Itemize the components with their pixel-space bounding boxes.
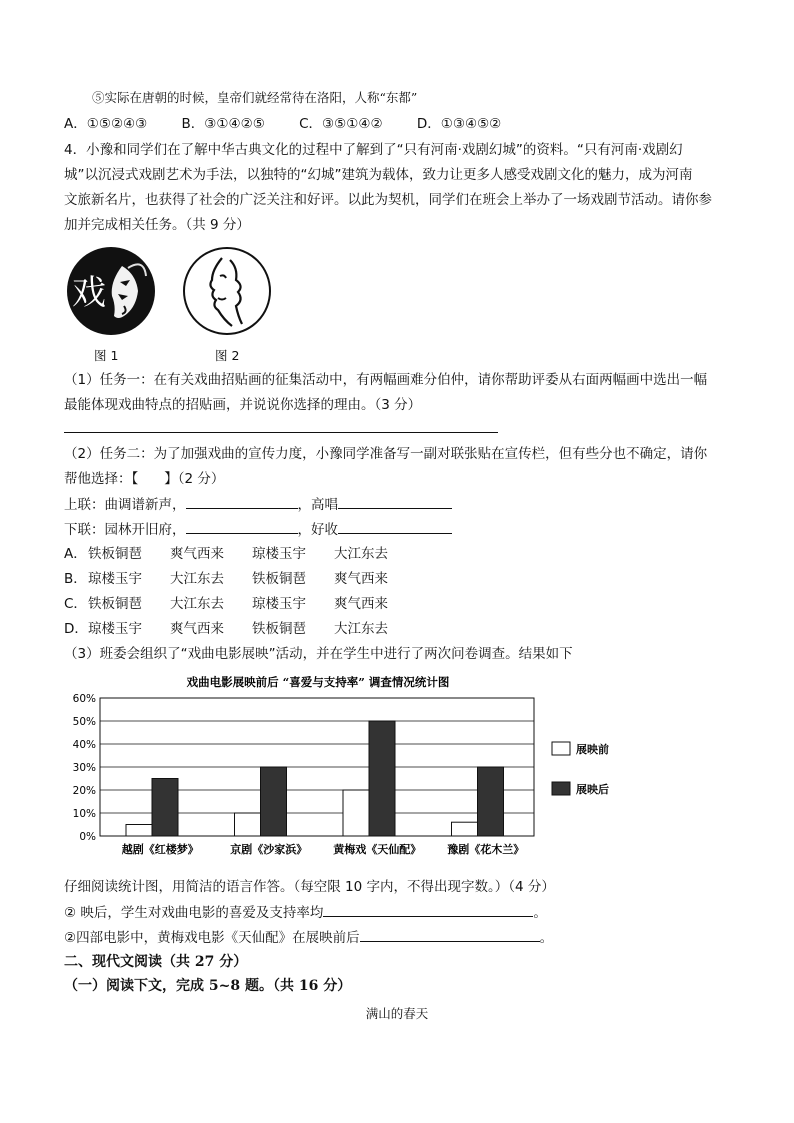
- task2-line-1: （2）任务二：为了加强戏曲的宣传力度，小豫同学准备写一副对联张贴在宣传栏，但有些分也不确定，请你: [64, 446, 708, 462]
- bar-before: [452, 822, 478, 836]
- task3-q1-period: 。: [533, 905, 547, 921]
- option-item: 琼楼玉宇: [88, 621, 142, 637]
- fig1-char: 戏: [72, 273, 106, 313]
- task2-option-d: [64, 620, 416, 638]
- bar-before: [126, 825, 152, 837]
- fig1-caption: 图 1: [94, 348, 119, 363]
- x-tick-label: 黄梅戏《天仙配》: [333, 843, 422, 856]
- section-2-subheading: （一）阅读下文，完成 5~8 题。（共 16 分）: [64, 978, 352, 994]
- task3-intro: （3）班委会组织了“戏曲电影展映”活动，并在学生中进行了两次问卷调查。结果如下: [64, 646, 573, 662]
- option-item: 琼楼玉宇: [252, 546, 306, 562]
- task3-q1-blank[interactable]: [323, 903, 533, 917]
- task1-line-2: 最能体现戏曲特点的招贴画，并说说你选择的理由。（3 分）: [64, 397, 422, 413]
- y-tick-label: 20%: [72, 785, 96, 797]
- q4-intro-line-4: 加并完成相关任务。（共 9 分）: [64, 217, 250, 233]
- option-item: 爽气西来: [334, 596, 388, 612]
- couplet-upper-blank-1[interactable]: [186, 495, 298, 509]
- task1-answer-line[interactable]: [64, 432, 498, 433]
- bar-after: [261, 767, 287, 836]
- chart-title: 戏曲电影展映前后 “喜爱与支持率” 调查情况统计图: [186, 675, 450, 689]
- option-item: 大江东去: [334, 621, 388, 637]
- option-item: 爽气西来: [334, 571, 388, 587]
- couplet-upper-mid: ，高唱: [297, 497, 338, 513]
- bar-before: [343, 790, 369, 836]
- task2-choice-open: 帮他选择：【: [64, 471, 139, 487]
- legend-swatch: [552, 742, 570, 755]
- task2-option-a: [64, 545, 416, 563]
- bar-after: [478, 767, 504, 836]
- face-profile-icon: [182, 246, 272, 336]
- task3-question-1: [64, 903, 547, 922]
- y-tick-label: 60%: [72, 693, 96, 705]
- task2-choice-close: 】（2 分）: [164, 471, 225, 487]
- task3-q2-period: 。: [539, 930, 554, 946]
- task3-q2-blank[interactable]: [360, 928, 540, 942]
- opera-mask-icon: [66, 246, 156, 336]
- task2-option-b: [64, 570, 416, 588]
- bar-after: [369, 721, 395, 836]
- bar-before: [235, 813, 261, 836]
- option-item: 铁板铜琶: [252, 571, 306, 587]
- y-tick-label: 0%: [79, 831, 96, 843]
- q3-option-d: D．①③④⑤②: [416, 116, 502, 132]
- q3-option-b: B．③①④②⑤: [181, 116, 265, 132]
- option-item: 大江东去: [334, 546, 388, 562]
- q4-intro-line-3: 文旅新名片，也获得了社会的广泛关注和好评。以此为契机，同学们在班会上举办了一场戏剧节活动。请你参: [64, 192, 712, 208]
- task2-line-2: [64, 470, 224, 488]
- option-item: 大江东去: [170, 571, 224, 587]
- y-tick-label: 40%: [72, 739, 96, 751]
- y-tick-label: 30%: [72, 762, 96, 774]
- section-2-heading: 二、现代文阅读（共 27 分）: [64, 954, 248, 970]
- q3-item-5: ⑤实际在唐朝的时候，皇帝们就经常待在洛阳，人称“东都”: [92, 90, 418, 105]
- option-item: 铁板铜琶: [88, 546, 142, 562]
- option-label: B．: [64, 571, 87, 587]
- x-tick-label: 越剧《红楼梦》: [121, 843, 199, 856]
- poster-figure-2: [182, 246, 272, 336]
- option-item: 铁板铜琶: [252, 621, 306, 637]
- q3-option-c: C．③⑤①④②: [299, 116, 383, 132]
- x-tick-label: 京剧《沙家浜》: [230, 843, 308, 856]
- couplet-lower-blank-1[interactable]: [186, 520, 298, 534]
- y-tick-label: 10%: [72, 808, 96, 820]
- couplet-upper-label: 上联：曲调谱新声，: [64, 497, 186, 513]
- q4-intro-line-1: 4．小豫和同学们在了解中华古典文化的过程中了解到了“只有河南·戏剧幻城”的资料。“只有河南·戏剧幻: [64, 142, 683, 158]
- couplet-upper: [64, 495, 452, 514]
- y-tick-label: 50%: [72, 716, 96, 728]
- option-label: D．: [64, 621, 88, 637]
- x-tick-label: 豫剧《花木兰》: [447, 843, 525, 856]
- option-label: C．: [64, 596, 87, 612]
- option-item: 琼楼玉宇: [252, 596, 306, 612]
- option-label: A．: [64, 546, 87, 562]
- legend-swatch: [552, 782, 570, 795]
- couplet-lower-label: 下联：园林开旧府，: [64, 522, 186, 538]
- survey-bar-chart: [62, 670, 622, 866]
- legend-label: 展映前: [576, 743, 609, 756]
- bar-after: [152, 779, 178, 837]
- option-item: 琼楼玉宇: [88, 571, 142, 587]
- couplet-upper-blank-2[interactable]: [338, 495, 452, 509]
- couplet-lower-blank-2[interactable]: [338, 520, 452, 534]
- article-title: 满山的春天: [365, 1006, 429, 1021]
- option-item: 大江东去: [170, 596, 224, 612]
- q3-option-a: A．①⑤②④③: [64, 116, 148, 132]
- q3-options: [64, 115, 531, 133]
- task3-q2-text: ②四部电影中，黄梅戏电影《天仙配》在展映前后: [64, 930, 360, 946]
- legend-label: 展映后: [576, 783, 609, 796]
- task3-q1-text: ② 映后，学生对戏曲电影的喜爱及支持率均: [64, 905, 324, 921]
- option-item: 爽气西来: [170, 546, 224, 562]
- couplet-lower-mid: ，好收: [297, 522, 338, 538]
- option-item: 铁板铜琶: [88, 596, 142, 612]
- task2-option-c: [64, 595, 416, 613]
- couplet-lower: [64, 520, 452, 539]
- poster-figure-1: [66, 246, 156, 336]
- option-item: 爽气西来: [170, 621, 224, 637]
- task3-question-2: [64, 928, 553, 947]
- q4-intro-line-2: 城”以沉浸式戏剧艺术为手法，以独特的“幻城”建筑为载体，致力让更多人感受戏剧文化的魅力，成为河南: [64, 167, 693, 183]
- task3-instruction: 仔细阅读统计图，用简洁的语言作答。（每空限 10 字内，不得出现字数。）（4 分）: [64, 879, 555, 895]
- fig2-caption: 图 2: [215, 348, 240, 363]
- task1-line-1: （1）任务一：在有关戏曲招贴画的征集活动中，有两幅画难分伯仲，请你帮助评委从右面两幅画中选出一幅: [64, 372, 708, 388]
